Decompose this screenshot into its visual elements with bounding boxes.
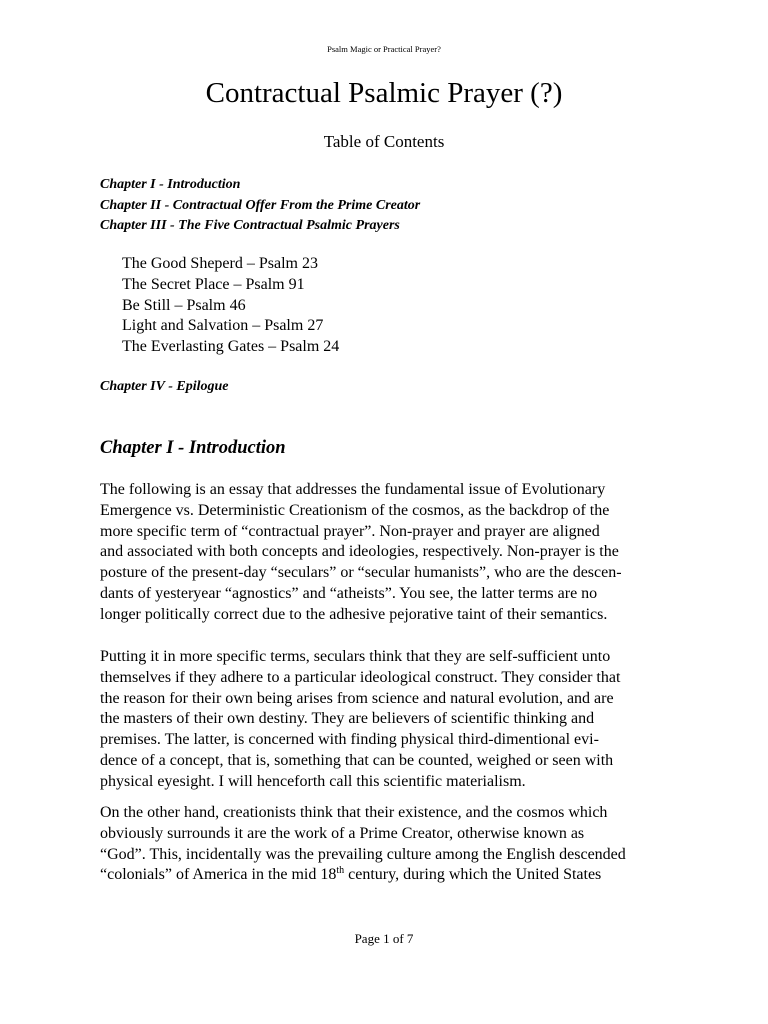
text-line: the masters of their own destiny. They are believers of scientific thinking and	[100, 710, 595, 728]
text-line: “God”. This, incidentally was the prevailing culture among the English descended	[100, 845, 626, 863]
body-paragraph	[100, 803, 690, 886]
text-run: “colonials” of America in the mid 18	[100, 866, 337, 884]
text-line	[100, 865, 690, 886]
text-run: century, during which the United States	[344, 866, 602, 884]
toc-psalm-item: The Secret Place – Psalm 91	[122, 275, 305, 293]
ordinal-superscript: th	[336, 865, 345, 877]
body-paragraph	[100, 647, 690, 793]
section-heading: Chapter I - Introduction	[100, 438, 286, 458]
toc-chapter-list	[100, 175, 660, 237]
text-line: and associated with both concepts and ideologies, respectively. Non-prayer is the	[100, 543, 619, 561]
toc-psalm-item: Be Still – Psalm 46	[122, 296, 246, 314]
toc-chapter-item: Chapter I - Introduction	[100, 177, 241, 192]
text-line: Putting it in more specific terms, seculars think that they are self-sufficient unto	[100, 648, 611, 665]
text-line: more specific term of “contractual prayer”. Non-prayer and prayer are aligned	[100, 522, 600, 540]
document-title: Contractual Psalmic Prayer (?)	[205, 77, 563, 109]
text-line: On the other hand, creationists think that their existence, and the cosmos which	[100, 804, 608, 821]
text-line: themselves if they adhere to a particular ideological construct. They consider that	[100, 668, 621, 686]
toc-chapter-item: Chapter II - Contractual Offer From the Prime Creator	[100, 197, 421, 213]
text-line: Emergence vs. Deterministic Creationism of the cosmos, as the backdrop of the	[100, 501, 610, 519]
text-line: posture of the present-day “seculars” or “secular humanists”, who are the descen-	[100, 564, 622, 582]
page-number-footer: Page 1 of 7	[354, 931, 414, 946]
toc-chapter-item: Chapter III - The Five Contractual Psalmic Prayers	[100, 218, 400, 233]
text-line: the reason for their own being arises from science and natural evolution, and are	[100, 689, 614, 707]
toc-psalm-item: The Good Sheperd – Psalm 23	[122, 255, 318, 272]
text-line: dence of a concept, that is, something that can be counted, weighed or seen with	[100, 751, 614, 769]
toc-psalm-item: Light and Salvation – Psalm 27	[122, 317, 324, 335]
toc-epilogue-item: Chapter IV - Epilogue	[100, 379, 229, 394]
text-line: physical eyesight. I will henceforth call this scientific materialism.	[100, 772, 526, 790]
toc-psalm-item: The Everlasting Gates – Psalm 24	[122, 338, 340, 356]
running-header: Psalm Magic or Practical Prayer?	[327, 44, 441, 54]
text-line: premises. The latter, is concerned with finding physical third-dimentional evi-	[100, 731, 599, 749]
text-line: dants of yesteryear “agnostics” and “atheists”. You see, the latter terms are no	[100, 584, 598, 602]
text-line: longer politically correct due to the adhesive pejorative taint of their semantics.	[100, 605, 608, 623]
toc-psalm-list	[122, 254, 622, 358]
body-paragraph	[100, 480, 690, 626]
toc-heading: Table of Contents	[323, 132, 445, 151]
text-line: obviously surrounds it are the work of a Prime Creator, otherwise known as	[100, 824, 585, 842]
text-line: The following is an essay that addresses the fundamental issue of Evolutionary	[100, 481, 606, 498]
